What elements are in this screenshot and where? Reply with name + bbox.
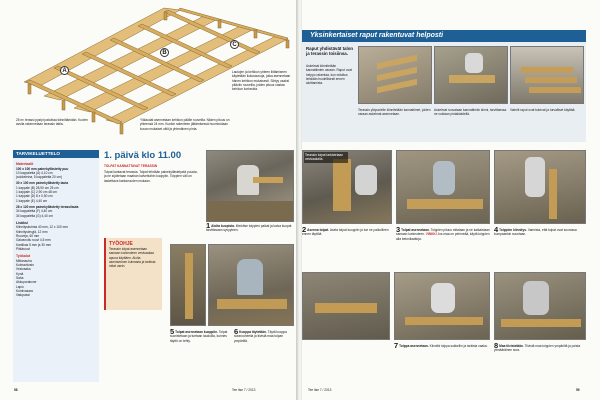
stairs-intro: Raput yhdistävät talon ja terassin toisiinsa. <box>306 46 354 57</box>
step-1-caption: 1Aloita kuopista. Merkitse tolppien paikat ja kaiva kuopat tarvittavaan syvyyteen. <box>206 221 292 233</box>
materials-list <box>16 167 97 218</box>
label-b-badge: B <box>160 48 169 57</box>
stairs-caption-1: Terassin yläpuolelle kiinnitetään kannattimet, joiden varaan askelmat asennetaan. <box>358 108 431 117</box>
material-item: 34 kappaletta (F) 4,40 cm <box>16 209 53 214</box>
stairs-photo-3 <box>510 46 584 104</box>
material-item: 30 x 100 mm painekyllästetty lauta <box>16 181 69 186</box>
tool-item: Mittanauha <box>16 258 32 263</box>
stairs-caption-3: Valmiit raput ovat tukevat ja turvalliset käyttää. <box>510 108 576 112</box>
work-tip-title: TYÖOHJE <box>109 241 133 247</box>
tools-header: TARVIKELUETTELO <box>13 150 99 158</box>
frame-caption-right: Lautojen ja kehikon yhteen liittämiseen käytetään liukosauvoja, jotka asennetaan hänen kehikon mukaisesti. Siirtyy osaksi pitäviin ruuveilla, joiden pituus vastaa kehikon korkeutta. <box>232 70 291 92</box>
right-page-number: 59 <box>576 388 580 392</box>
tool-item: Akkuporakone <box>16 280 37 285</box>
frame-caption-left: 25 m² terassi pystyt pakottaa kiinnittämään. Kuvien avulla rakennetaan terassin lattia. <box>16 118 88 127</box>
tool-item: Kulmaviivain <box>16 263 34 268</box>
vinkki-text: Jos maa on pehmeää, käytä tolppien alla betonilaattoja. <box>396 232 490 241</box>
step-8-caption: 8Maa tiivistetään. Tiivistä maa tolppien ympäriltä ja poista ylimääräinen sora. <box>494 341 581 353</box>
stairs-header-title: Yksinkertaiset raput rakentuvat helposti <box>302 30 586 42</box>
tool-item: Saha <box>16 276 24 281</box>
stairs-photo-1 <box>358 46 432 104</box>
step-5-caption: 5Tolpat asennetaan kuoppiin. Tolpat suoristetaan ja tuetaan laudoilla, kunnes täyttö on tehty. <box>170 327 228 343</box>
material-item: 10 kappaletta (A) 4,10 cm <box>16 170 53 175</box>
step-3-photo <box>396 150 490 224</box>
step-7-caption: 7Tolppa asennetaan. Kiinnitä tolppa sokkeliin ja tarkista vaaka. <box>394 341 488 350</box>
step-4-photo <box>494 150 586 224</box>
material-item: 34 kappaletta (G) 4,40 cm <box>16 213 53 218</box>
extra-item: Galvanoitu ruuvi 4,5 mm <box>16 238 51 243</box>
stairs-section <box>302 30 586 142</box>
tool-item: Vesivaaka <box>16 267 31 272</box>
right-page <box>302 0 600 400</box>
step-3-caption: 3Tolpat asennetaan. Tolppien pituus mitataan ja ne katkaistaan samaan korkeuteen. VINKKI Jos maa on pehmeää, käytä tolppien alla betonilaattoja. <box>396 225 490 241</box>
material-item: 100 x 100 mm painekyllästetty puu <box>16 166 69 171</box>
step-5-photo <box>170 244 206 326</box>
tool-item: Vatupassi <box>16 293 30 298</box>
extra-item: Kantikas 5 mm ja 30 mm <box>16 242 52 247</box>
step-6b-photo <box>302 272 390 340</box>
label-a-badge: A <box>60 66 69 75</box>
right-footer: Tee itse 7 / 2013 <box>308 388 332 392</box>
materials-title: Materiaalit <box>16 162 34 166</box>
tool-item: Lapio <box>16 284 24 289</box>
step-1-photo <box>206 150 294 222</box>
tools-list <box>16 259 97 298</box>
material-item: (sokkeleina, 5 kappaletta 20 cm) <box>16 175 62 180</box>
extra-item: Ruuveja, 60 mm <box>16 234 40 239</box>
materials-box <box>13 150 99 382</box>
step-2-caption: 2Asenna tolpat. Aseta tolpat kuoppiin ja tue ne paikoilleen ennen täyttöä. <box>302 225 389 237</box>
step-6-caption: 6Kuoppa täytetään. Täytä kuoppa sorarouheella ja tiivistä maa tolpan ympäriltä. <box>234 327 287 343</box>
tools-title: Työkalut <box>16 254 31 259</box>
extra-item: Pitkäruuvi <box>16 246 30 251</box>
tool-item: Kumivasara <box>16 288 33 293</box>
vinkki-label: VINKKI <box>425 232 437 237</box>
extras-title: Lisäksi <box>16 220 28 225</box>
step-7-photo <box>394 272 490 340</box>
material-item: 28 x 120 mm painekyllästetty terassilauta <box>16 204 79 209</box>
material-item: 1 kappale (B) 28,90 cm 25 cm <box>16 185 59 190</box>
left-footer: Tee itse 7 / 2013 <box>232 388 256 392</box>
stairs-body: Askelmat kiinnitetään kannattimien varaan. Raput ovat helppo rakentaa, kun mitoitus tehdään huolellisesti ennen aloittamista. <box>306 64 352 86</box>
left-page <box>0 0 298 400</box>
step-4-caption: 4Tolppien kiinnitys. Varmista, että tolpat ovat suorassa kumpaankin suuntaan. <box>494 225 577 237</box>
stairs-photo-2 <box>434 46 508 104</box>
extra-item: Kiinnityslevyjä, 12 mm <box>16 229 48 234</box>
extra-item: Kiinnityskulmia 40 mm, 12 x 100 mm <box>16 225 68 230</box>
step-6-photo <box>208 244 294 326</box>
step-8-photo <box>494 272 586 340</box>
material-item: 1 kappale (C) 2,90 cm 48 cm <box>16 190 57 195</box>
material-item: 1 kappale (E) 4,40 cm <box>16 198 48 203</box>
intro-head: TOLPAT KANNATTAVAT TERASSIN <box>104 164 157 168</box>
left-page-number: 58 <box>14 388 18 392</box>
frame-caption-middle: Ylälaudat asennetaan kehikon päälle ruuveilla. Niiden pituus on yhteensä 24 mm. Kunkin rakenteen jättämisessä huomioidaan kuvan mukaiset välit ja yhtenäinen pinta. <box>140 118 230 131</box>
label-c-badge: C <box>230 40 239 49</box>
intro-body: Tolpat kantavat terassia. Tolpat tehdään painekyllästetystä puusta, ja ne sijoitetaan maahan kaivettuihin kuoppiin. Tolppien väli on laskettava kantavuuden mukaan. <box>104 170 198 183</box>
material-item: 1 kappale (D) 8 x 0,50 cm <box>16 194 53 199</box>
day-title: 1. päivä klo 11.00 <box>104 150 182 161</box>
tool-item: Kynä <box>16 271 24 276</box>
stairs-caption-2: Askelmat ruuvataan kannattimiin kiinni, tarvittaessa ne voidaan pintakäsitellä. <box>434 108 507 117</box>
work-tip-body: Terassin tolpat asennetaan samaan korkeuteen vesivaakaa apuna käyttäen. Aloita asentaminen kulmasta ja tarkista mitat usein. <box>109 247 156 269</box>
work-tip-box <box>104 238 162 310</box>
photo-note: Terassin tolpat tarkistetaan vesivaakalla. <box>304 152 348 163</box>
extras-list <box>16 225 97 251</box>
